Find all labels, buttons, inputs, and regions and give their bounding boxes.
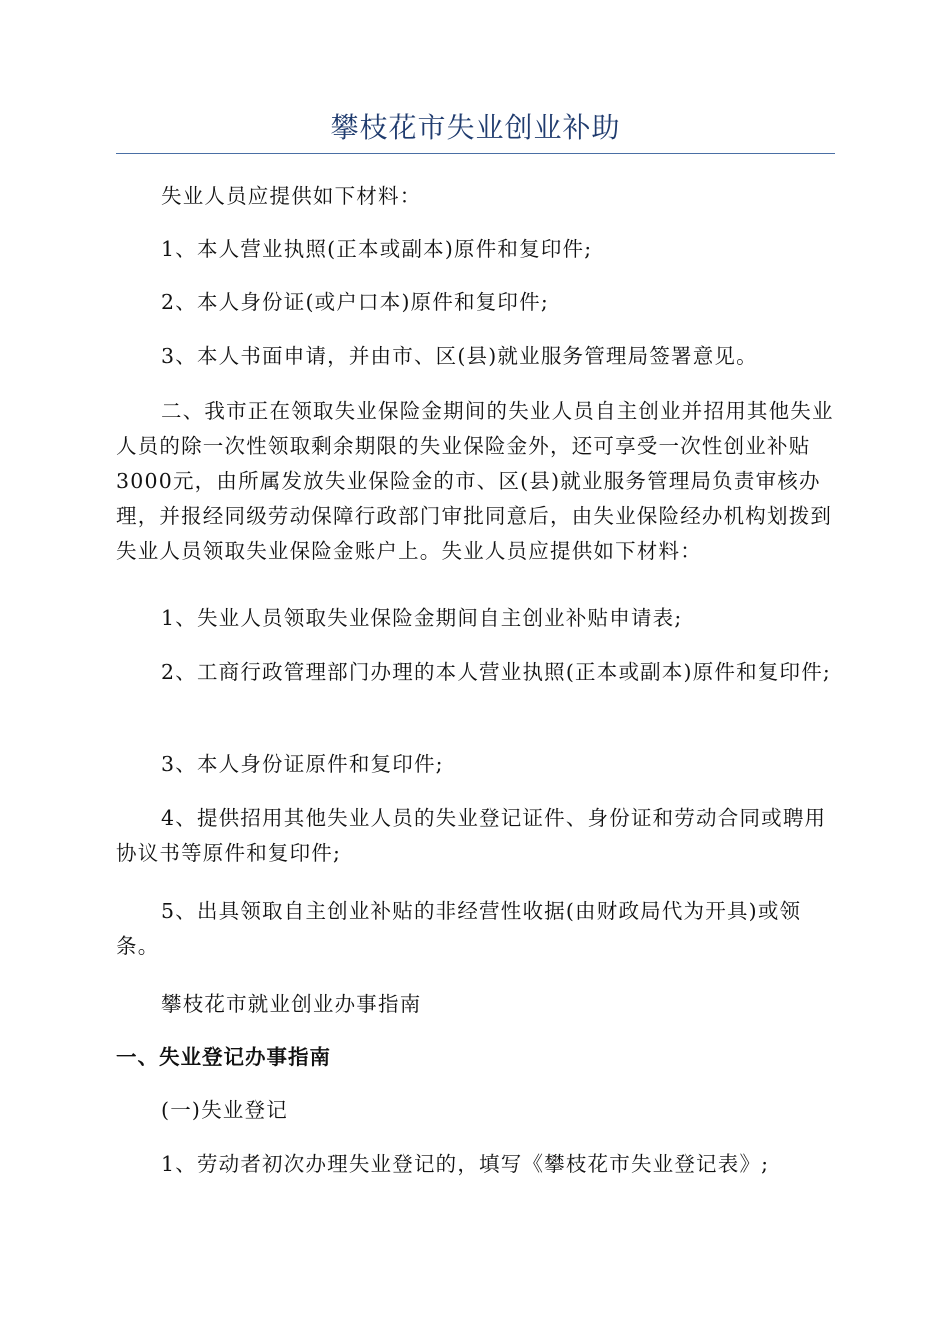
paragraph-item-3: 3、本人书面申请，并由市、区(县)就业服务管理局签署意见。	[161, 344, 758, 368]
paragraph-material-4: 4、提供招用其他失业人员的失业登记证件、身份证和劳动合同或聘用协议书等原件和复印件;	[116, 806, 827, 865]
paragraph-material-2: 2、工商行政管理部门办理的本人营业执照(正本或副本)原件和复印件;	[161, 660, 832, 684]
document-title: 攀枝花市失业创业补助	[330, 111, 621, 144]
paragraph-item-2: 2、本人身份证(或户口本)原件和复印件;	[161, 290, 549, 314]
paragraph-material-3: 3、本人身份证原件和复印件;	[161, 752, 444, 776]
paragraph-material-1: 1、失业人员领取失业保险金期间自主创业补贴申请表;	[161, 606, 683, 630]
paragraph-materials-intro: 失业人员应提供如下材料：	[161, 184, 422, 208]
paragraph-guide-title: 攀枝花市就业创业办事指南	[161, 992, 422, 1016]
paragraph-item-1: 1、本人营业执照(正本或副本)原件和复印件;	[161, 237, 593, 261]
title-underline	[116, 153, 835, 154]
paragraph-sub-heading: (一)失业登记	[161, 1098, 288, 1122]
paragraph-section-two: 二、我市正在领取失业保险金期间的失业人员自主创业并招用其他失业人员的除一次性领取剩余期限的失业保险金外，还可享受一次性创业补贴3000元，由所属发放失业保险金的市、区(县)就业服务管理局负责审核办理，并报经同级劳动保障行政部门审批同意后，由失业保险经办机构划拨到失业人员领取失业保险金账户上。失业人员应提供如下材料：	[116, 399, 834, 563]
paragraph-material-5: 5、出具领取自主创业补贴的非经营性收据(由财政局代为开具)或领条。	[116, 899, 802, 958]
paragraph-sub-item-1: 1、劳动者初次办理失业登记的，填写《攀枝花市失业登记表》;	[161, 1152, 770, 1176]
section-heading: 一、失业登记办事指南	[116, 1045, 331, 1069]
